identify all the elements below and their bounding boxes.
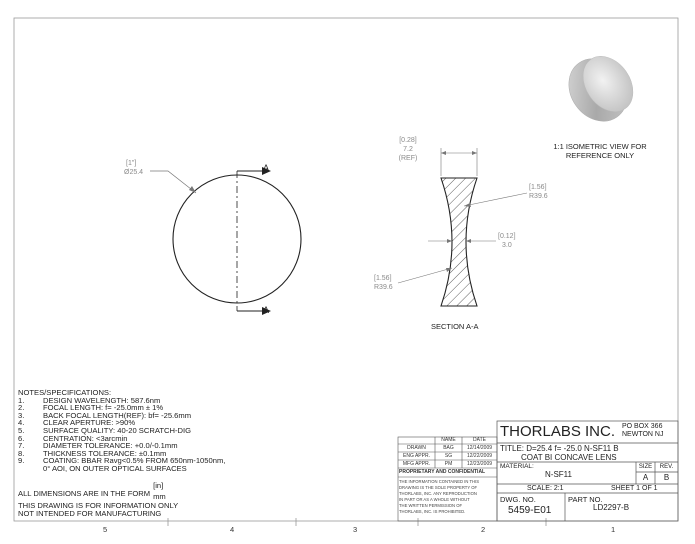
dwg-no-label: DWG. NO.: [500, 495, 536, 504]
proprietary-text: THE INFORMATION CONTAINED IN THIS DRAWING IS THE SOLE PROPERTY OF THORLABS, INC. ANY REPRODUCTION IN PART OR AS A WHOLE WITHOUT THE WRITTEN PERMISSION OF THORLABS, INC. IS PROHIBITED.: [399, 479, 480, 514]
lens-cross-section: [441, 178, 477, 306]
size-label: SIZE: [638, 464, 653, 470]
approval-date: 12/23/2009: [466, 461, 493, 467]
zone-label: 4: [230, 525, 235, 534]
note-item: 5. SURFACE QUALITY: 40-20 SCRATCH-DIG: [18, 425, 191, 435]
material-label: MATERIAL:: [500, 463, 534, 470]
center-thickness-mm: 3.0: [502, 242, 512, 249]
section-marker-top: A: [263, 163, 270, 173]
diameter-label-mm: Ø25.4: [124, 169, 144, 176]
approval-role: DRAWN: [407, 445, 426, 451]
approval-name: BAG: [443, 445, 454, 451]
approval-name: SG: [444, 453, 453, 459]
approval-role: MFG APPR.: [402, 461, 431, 467]
iso-caption: [545, 142, 655, 160]
part-no-label: PART NO.: [568, 495, 603, 504]
lens-outline-circle: [173, 175, 301, 303]
radius-right-leader: [464, 193, 527, 206]
scale-label: SCALE: 2:1: [527, 485, 564, 492]
dwg-no-value: 5459-E01: [508, 505, 552, 516]
lens-isometric-view: [557, 47, 643, 133]
thickness-arrow-right: [472, 151, 477, 155]
company-address: PO BOX 366 NEWTON NJ: [622, 423, 664, 438]
approvals-col-name: NAME: [441, 437, 456, 443]
zone-label: 3: [353, 525, 358, 534]
radius-left-in: [1.56]: [374, 275, 392, 282]
iso-caption-line1: 1:1 ISOMETRIC VIEW FOR: [553, 142, 647, 151]
radius-left-leader: [398, 268, 452, 283]
drawing-title: TITLE: D=25.4 f= -25.0 N-SF11 B COAT BI CONCAVE LENS: [500, 444, 619, 462]
zone-label: 5: [103, 525, 108, 534]
note-item: 6. CENTRATION: <3arcmin: [18, 433, 128, 443]
note-item: 3. BACK FOCAL LENGTH(REF): bf= -25.6mm: [18, 410, 192, 420]
section-marker-bottom: A: [263, 305, 270, 315]
notes-heading: NOTES/SPECIFICATIONS:: [18, 388, 112, 397]
note-item: 0° AOI, ON OUTER OPTICAL SURFACES: [43, 463, 187, 473]
dim-form-mm: mm: [153, 492, 166, 501]
sheet-label: SHEET 1 OF 1: [611, 485, 658, 492]
zone-label: 2: [481, 525, 486, 534]
note-item: 4. CLEAR APERTURE: >90%: [18, 418, 136, 428]
center-thickness-arrow-right: [466, 239, 471, 243]
thickness-edge-ref: (REF): [398, 155, 418, 162]
approval-name: PM: [444, 461, 453, 467]
proprietary-title: PROPRIETARY AND CONFIDENTIAL: [399, 469, 486, 475]
center-thickness-in: [0.12]: [498, 233, 516, 240]
dim-form-note: ALL DIMENSIONS ARE IN THE FORM [in] mm: [18, 481, 166, 501]
zone-label: 1: [611, 525, 616, 534]
approvals-col-date: DATE: [473, 437, 486, 443]
rev-label: REV.: [659, 464, 674, 470]
rev-value: B: [663, 473, 670, 482]
approval-role: ENG APPR.: [403, 453, 430, 459]
lens-section-view: [398, 148, 527, 306]
center-thickness-arrow-left: [447, 239, 452, 243]
note-item: 9. COATING: BBAR Ravg<0.5% FROM 650nm-1050nm,: [18, 456, 226, 466]
note-item: 7. DIAMETER TOLERANCE: +0.0/-0.1mm: [18, 441, 178, 451]
approval-date: 12/22/2009: [466, 453, 493, 459]
thickness-edge-in: [0.28]: [399, 137, 417, 144]
dim-form-in: [in]: [153, 481, 164, 490]
radius-right-mm: R39.6: [529, 193, 548, 200]
part-no-value: LD2297-B: [593, 503, 630, 512]
size-value: A: [642, 473, 649, 482]
diameter-label-in: [1"]: [126, 160, 137, 167]
thickness-arrow-left: [441, 151, 446, 155]
note-item: 8. THICKNESS TOLERANCE: ±0.1mm: [18, 448, 167, 458]
radius-left-mm: R39.6: [374, 284, 393, 291]
section-caption: SECTION A-A: [431, 322, 479, 331]
thickness-edge-mm: 7.2: [403, 146, 413, 153]
diameter-leader: [150, 171, 196, 193]
lens-front-view: [150, 167, 301, 315]
company-name: THORLABS INC.: [500, 423, 616, 440]
iso-caption-line2: REFERENCE ONLY: [565, 151, 635, 160]
approval-date: 12/14/2009: [466, 445, 493, 451]
material-value: N-SF11: [545, 470, 572, 479]
note-item: 1. DESIGN WAVELENGTH: 587.6nm: [18, 395, 161, 405]
note-item: 2. FOCAL LENGTH: f= -25.0mm ± 1%: [18, 403, 164, 413]
radius-right-in: [1.56]: [529, 184, 547, 191]
diameter-leader-arrow: [189, 186, 196, 193]
notes-block: [18, 389, 225, 473]
info-note: THIS DRAWING IS FOR INFORMATION ONLY NOT INTENDED FOR MANUFACTURING: [18, 501, 179, 518]
